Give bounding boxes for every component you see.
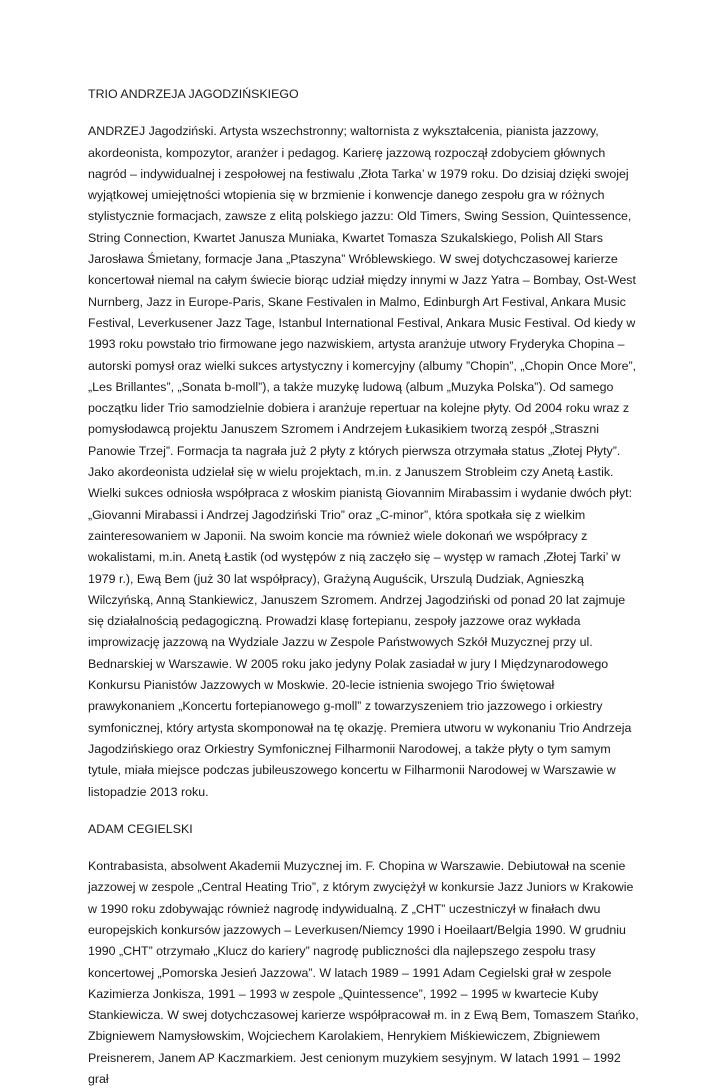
section-1-paragraph: ANDRZEJ Jagodziński. Artysta wszechstronny; waltornista z wykształcenia, pianista jazzowy, akordeonista, kompozytor, aranżer i pedagog. Karierę jazzową rozpoczął zdobyciem głównych nagród – indywidualnej i zespołowej na festiwalu ‚Złota Tarka’ w 1979 roku. Do dzisiaj dzięki swojej wyjątkowej umiejętności wtopienia się w brzmienie i konwencje danego zespołu gra w różnych stylistycznie formacjach, zawsze z elitą polskiego jazzu: Old Timers, Swing Session, Quintessence, String Connection, Kwartet Janusza Muniaka, Kwartet Tomasza Szukalskiego, Polish All Stars Jarosława Śmietany, formacje Jana „Ptaszyna” Wróblewskiego. W swej dotychczasowej karierze koncertował niemal na całym świecie biorąc udział między innymi w Jazz Yatra – Bombay, Ost-West Nurnberg, Jazz in Europe-Paris, Skane Festivalen in Malmo, Edinburgh Art Festival, Ankara Music Festival, Leverkusener Jazz Tage, Istanbul International Festival, Ankara Music Festival. Od kiedy w 1993 roku powstało trio firmowane jego nazwiskiem, artysta aranżuje utwory Fryderyka Chopina – autorski pomysł oraz wielki sukces artystyczny i komercyjny (albumy ”Chopin”, „Chopin Once More”, „Les Brillantes”, „Sonata b-moll”), a także muzykę ludową (album „Muzyka Polska”). Od samego początku lider Trio samodzielnie dobiera i aranżuje repertuar na kolejne płyty. Od 2004 roku wraz z pomysłodawcą projektu Januszem Szromem i Andrzejem Łukasikiem tworzą zespół „Straszni Panowie Trzej”. Formacja ta nagrała już 2 płyty z których pierwsza otrzymała status „Złotej Płyty”. Jako akordeonista udzielał się w wielu projektach, m.in. z Januszem Strobleim czy Anetą Łastik. Wielki sukces odniosła współpraca z włoskim pianistą Giovannim Mirabassim i wydanie dwóch płyt: „Giovanni Mirabassi i Andrzej Jagodziński Trio” oraz „C-minor”, która spotkała się z wielkim zainteresowaniem w Japonii. Na swoim koncie ma również wiele dokonań we współpracy z wokalistami, m.in. Anetą Łastik (od występów z nią zaczęło się – występ w ramach ‚Złotej Tarki’ w 1979 r.), Ewą Bem (już 30 lat współpracy), Grażyną Auguścik, Urszulą Dudziak, Agnieszką Wilczyńską, Anną Stankiewicz, Januszem Szromem. Andrzej Jagodziński od ponad 20 lat zajmuje się działalnością pedagogiczną. Prowadzi klasę fortepianu, zespoły jazzowe oraz wykłada improwizację jazzową na Wydziale Jazzu w Zespole Państwowych Szkół Muzycznej przy ul. Bednarskiej w Warszawie. W 2005 roku jako jedyny Polak zasiadał w jury I Międzynarodowego Konkursu Pianistów Jazzowych w Moskwie. 20-lecie istnienia swojego Trio świętował prawykonaniem „Koncertu fortepianowego g-moll” z towarzyszeniem trio jazzowego i orkiestry symfonicznej, który artysta skomponował na tę okazję. Premiera utworu w wykonaniu Trio Andrzeja Jagodzińskiego oraz Orkiestry Symfonicznej Filharmonii Narodowej, a także płyty o tym samym tytule, miała miejsce podczas jubileuszowego koncertu w Filharmonii Narodowej w Warszawie w listopadzie 2013 roku.: [88, 124, 637, 799]
section-2-heading: ADAM CEGIELSKI: [88, 821, 193, 836]
document-title: TRIO ANDRZEJA JAGODZIŃSKIEGO: [88, 87, 299, 101]
document-page: [88, 84, 640, 1090]
section-2-paragraph: Kontrabasista, absolwent Akademii Muzycznej im. F. Chopina w Warszawie. Debiutował na scenie jazzowej w zespole „Central Heating Trio”, z którym zwyciężył w konkursie Jazz Juniors w Krakowie w 1990 roku zdobywając również nagrodę indywidualną. Z „CHT” uczestniczył w finałach dwu europejskich konkursów jazzowych – Leverkusen/Niemcy 1990 i Hoeilaart/Belgia 1990. W grudniu 1990 „CHT” otrzymało „Klucz do kariery” nagrodę publiczności dla najlepszego zespołu trasy koncertowej „Pomorska Jesień Jazzowa”. W latach 1989 – 1991 Adam Cegielski grał w zespole Kazimierza Jonkisza, 1991 – 1993 w zespole „Quintessence”, 1992 – 1995 w kwartecie Kuby Stankiewicza. W swej dotychczasowej karierze współpracował m. in z Ewą Bem, Tomaszem Stańko, Zbigniewem Namysłowskim, Wojciechem Karolakiem, Henrykiem Miśkiewiczem, Zbigniewem Preisnerem, Janem AP Kaczmarkiem. Jest cenionym muzykiem sesyjnym. W latach 1991 – 1992 grał: [88, 859, 639, 1087]
